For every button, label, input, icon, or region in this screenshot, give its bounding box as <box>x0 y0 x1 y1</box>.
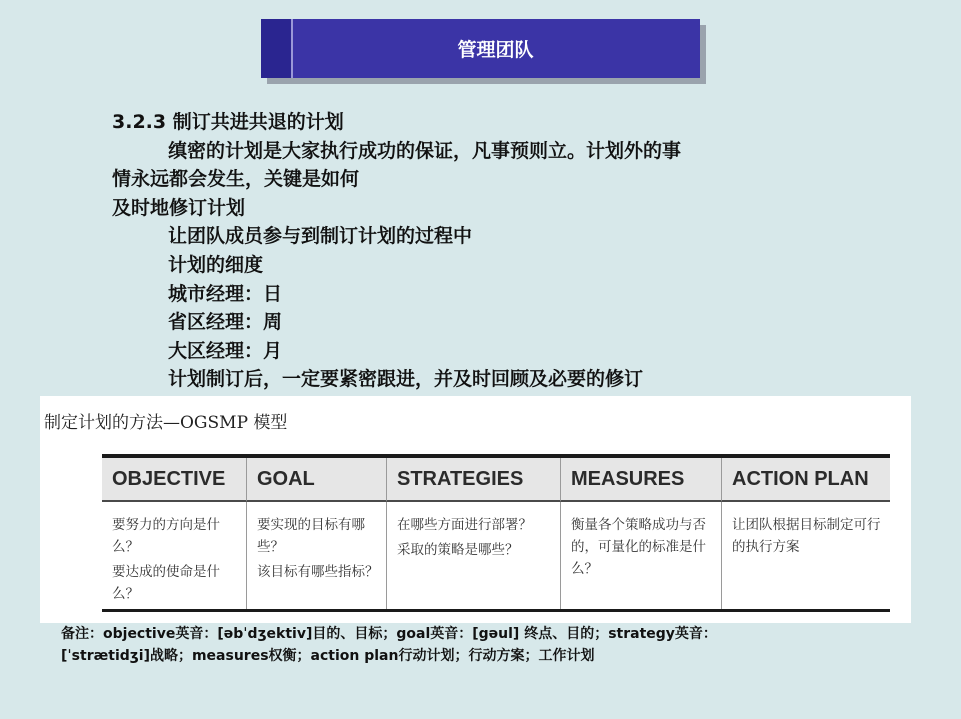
cell-action-plan <box>722 502 890 609</box>
ogsmp-title: 制定计划的方法—OGSMP 模型 <box>44 413 288 433</box>
column-header-measures: MEASURES <box>561 458 722 502</box>
body-line: 让团队成员参与到制订计划的过程中 <box>168 225 473 248</box>
cell-text: 要努力的方向是什么？ <box>112 517 220 555</box>
body-line: 情永远都会发生，关键是如何 <box>112 168 360 191</box>
cell-text: 该目标有哪些指标？ <box>257 564 379 580</box>
cell-goal <box>247 502 387 609</box>
column-header-action-plan: ACTION PLAN <box>722 458 890 502</box>
body-line: 城市经理：日 <box>168 282 283 305</box>
column-header-objective: OBJECTIVE <box>102 458 247 502</box>
body-line: 计划制订后，一定要紧密跟进，并及时回顾及必要的修订 <box>168 368 644 391</box>
cell-strategies <box>387 502 561 609</box>
cell-text: 采取的策略是哪些？ <box>397 542 519 558</box>
body-line: 计划的细度 <box>168 253 264 276</box>
ogsmp-table <box>102 454 890 612</box>
footnote <box>61 623 921 667</box>
cell-text: 要达成的使命是什么？ <box>112 564 220 602</box>
body-text <box>112 108 832 394</box>
cell-objective <box>102 502 247 609</box>
body-line: 省区经理：周 <box>168 311 283 334</box>
body-line: 缜密的计划是大家执行成功的保证，凡事预则立。计划外的事 <box>168 139 682 162</box>
cell-text: 让团队根据目标制定可行的执行方案 <box>732 517 881 555</box>
column-header-strategies: STRATEGIES <box>387 458 561 502</box>
cell-text: 要实现的目标有哪些？ <box>257 517 365 555</box>
cell-measures <box>561 502 722 609</box>
body-line: 及时地修订计划 <box>112 196 246 219</box>
title-banner <box>261 19 700 78</box>
section-heading: 3.2.3 制订共进共退的计划 <box>112 111 344 133</box>
body-line: 大区经理：月 <box>168 339 283 362</box>
footnote-line: [ˈstrætidʒi]战略；measures权衡；action plan行动计划；行动方案；工作计划 <box>61 648 595 664</box>
page-title: 管理团队 <box>457 39 534 61</box>
cell-text: 在哪些方面进行部署？ <box>397 517 532 533</box>
ogsmp-panel <box>40 396 911 623</box>
column-header-goal: GOAL <box>247 458 387 502</box>
cell-text: 衡量各个策略成功与否的，可量化的标准是什么？ <box>571 517 706 577</box>
footnote-line: 备注：objective英音：[əbˈdʒektiv]目的、目标；goal英音：[gəul] 终点、目的；strategy英音： <box>61 626 717 642</box>
